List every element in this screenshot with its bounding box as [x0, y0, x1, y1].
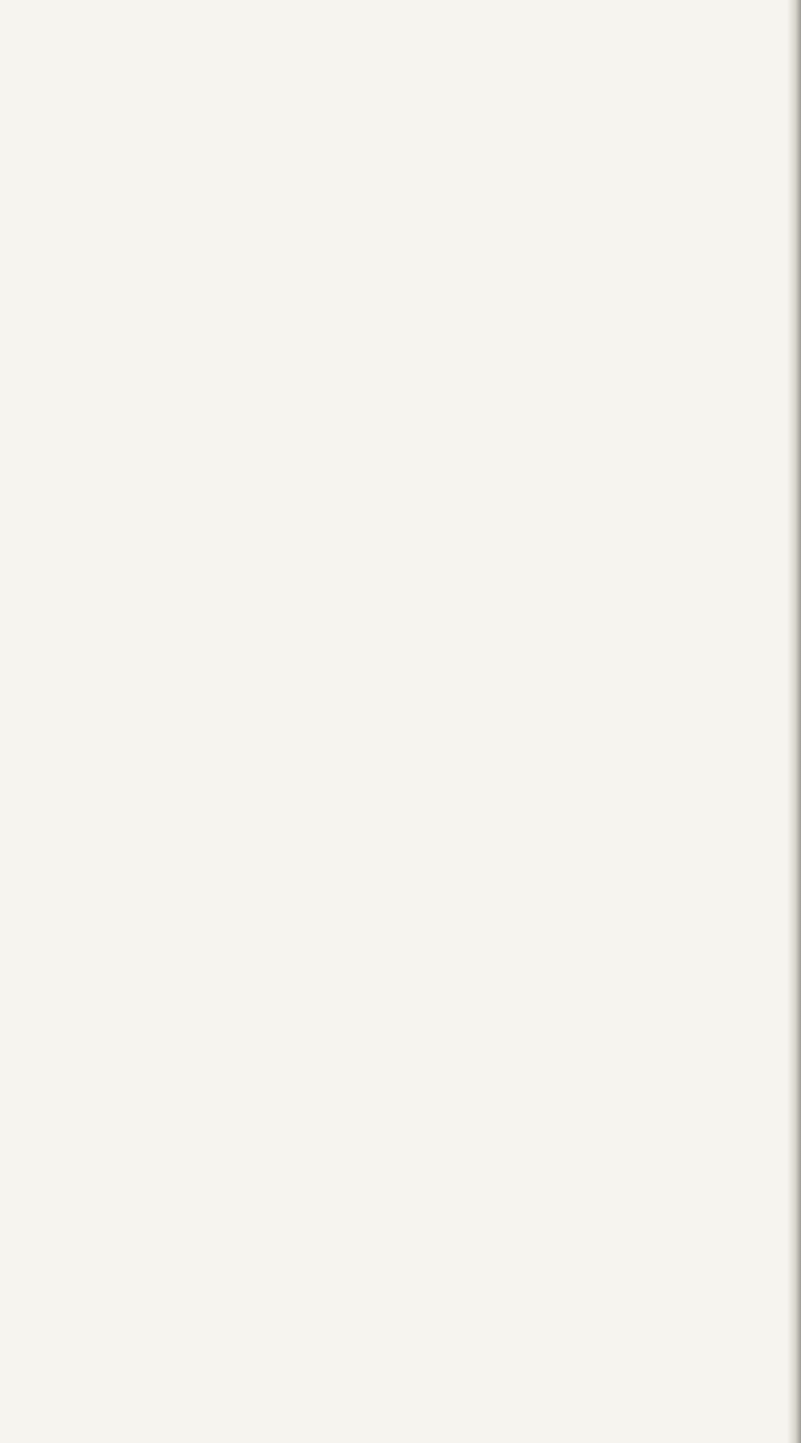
- page-edge: [787, 0, 801, 1443]
